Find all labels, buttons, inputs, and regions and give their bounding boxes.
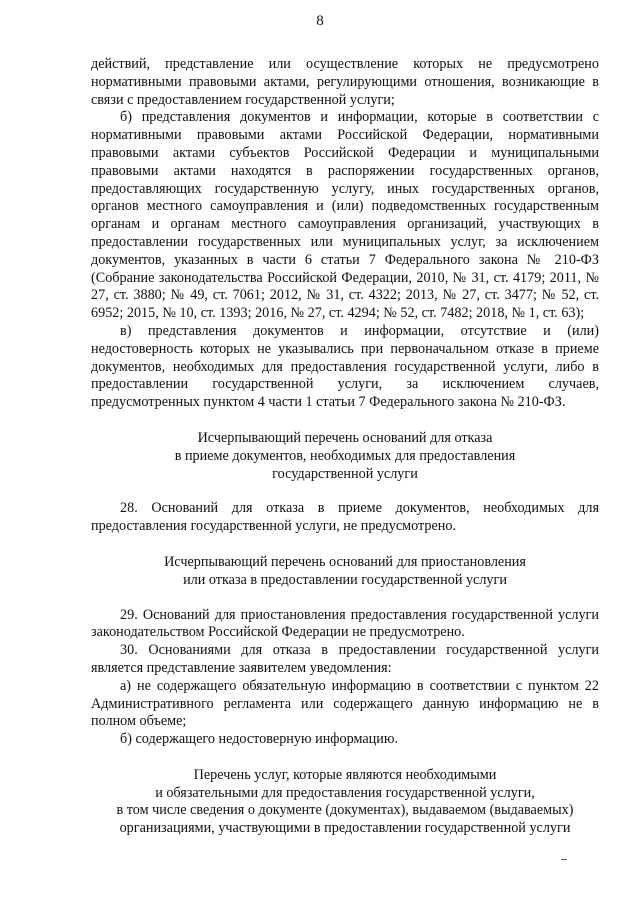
paragraph-30-a: а) не содержащего обязательную информацию в соответствии с пунктом 22 Административного регламента или содержащего данную информацию не в полном объеме; [91, 677, 599, 730]
section-heading-required-services [91, 767, 599, 838]
paragraph-30: 30. Основаниями для отказа в предоставлении государственной услуги является представление заявителем уведомления: [91, 642, 599, 676]
page-number: 8 [316, 13, 324, 29]
heading-line: или отказа в предоставлении государственной услуги [183, 571, 507, 588]
heading-line: Перечень услуг, которые являются необходимыми [193, 766, 497, 783]
paragraph-28: 28. Оснований для отказа в приеме документов, необходимых для предоставления государственной услуги, не предусмотрено. [91, 500, 599, 535]
heading-line: и обязательными для предоставления государственной услуги, [155, 784, 535, 801]
heading-line: организациями, участвующими в предоставлении государственной услуги [119, 820, 571, 837]
paragraph-b: б) представления документов и информации, которые в соответствии с нормативными правовыми актами Российской Федерации, нормативными правовыми актами субъектов Российской Федерации и муниципальными правовыми актами находятся в распоряжении государственных органов, предоставляющих государственную услугу, иных государственных органов, органов местного самоуправления и (или) подведомственных государственным органам и органам местного самоуправления организаций, участвующих в предоставлении государственных или муниципальных услуг, за исключением документов, указанных в части 6 статьи 7 Федерального закона № 210-ФЗ (Собрание законодательства Российской Федерации, 2010, № 31, ст. 4179; 2011, № 27, ст. 3880; № 49, ст. 7061; 2012, № 31, ст. 4322; 2013, № 27, ст. 3477; № 52, ст. 6952; 2015, № 10, ст. 1393; 2016, № 27, ст. 4294; № 52, ст. 7482; 2018, № 1, ст. 63); [91, 109, 599, 322]
document-body [91, 56, 599, 838]
paragraph-v: в) представления документов и информации, отсутствие и (или) недостоверность которых не указывались при первоначальном отказе в приеме документов, необходимых для предоставления государственной услуги, либо в предоставлении государственной услуги, за исключением случаев, предусмотренных пунктом 4 части 1 статьи 7 Федерального закона № 210-ФЗ. [91, 322, 599, 411]
paragraph-continuation: действий, представление или осуществление которых не предусмотрено нормативными правовыми актами, регулирующими отношения, возникающие в связи с предоставлением государственной услуги; [91, 56, 599, 108]
heading-line: в том числе сведения о документе (документах), выдаваемом (выдаваемых) [116, 802, 574, 819]
section-heading-suspension [91, 554, 599, 590]
heading-line: в приеме документов, необходимых для предоставления [174, 447, 516, 464]
heading-line: Исчерпывающий перечень оснований для отказа [197, 429, 493, 446]
heading-line: государственной услуги [272, 465, 418, 482]
paragraph-29: 29. Оснований для приостановления предоставления государственной услуги законодательством Российской Федерации не предусмотрено. [91, 606, 599, 641]
scan-mark [561, 859, 567, 860]
section-heading-refusal-acceptance [91, 430, 599, 483]
heading-line: Исчерпывающий перечень оснований для приостановления [164, 553, 526, 570]
paragraph-30-b: б) содержащего недостоверную информацию. [120, 731, 398, 748]
